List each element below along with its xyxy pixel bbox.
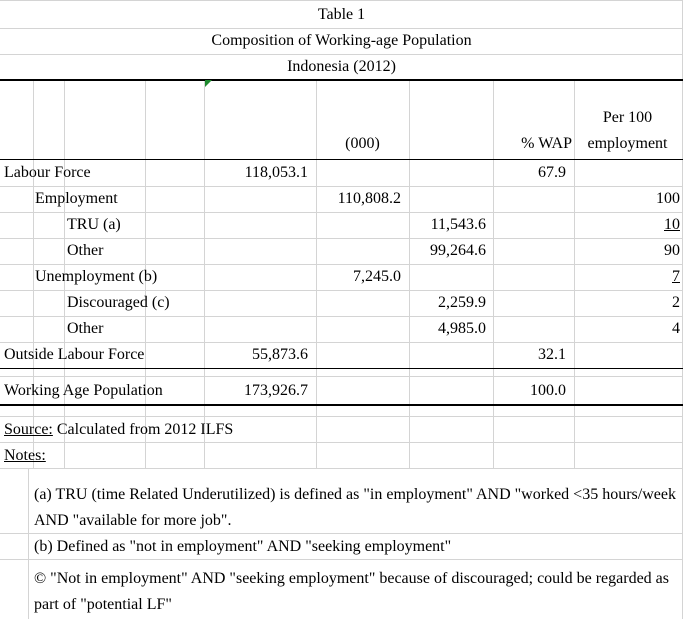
row-label-other-unemployment: Other (67, 320, 104, 337)
col-header-unit: (000) (345, 135, 380, 152)
discouraged-value: 2,259.9 (438, 294, 486, 311)
unemployment-value: 7,245.0 (353, 268, 401, 285)
discouraged-per100: 2 (672, 294, 680, 311)
labour-force-value: 118,053.1 (244, 164, 308, 181)
col-header-per100-line1: Per 100 (602, 109, 653, 126)
outside-labour-force-value: 55,873.6 (252, 346, 308, 363)
other-unemployment-value: 4,985.0 (438, 320, 486, 337)
row-label-working-age-population: Working Age Population (4, 382, 163, 399)
tru-per100: 10 (664, 216, 680, 233)
source-label: Source: (4, 421, 53, 438)
row-label-labour-force: Labour Force (4, 164, 91, 181)
table-subtitle: Composition of Working-age Population (211, 32, 472, 49)
note-c: © "Not in employment" AND "seeking employment" because of discouraged; could be regarded as part of "potential LF" (34, 570, 669, 613)
tru-value: 11,543.6 (430, 216, 486, 233)
unemployment-per100: 7 (672, 268, 680, 285)
working-age-population-value: 173,926.7 (244, 382, 308, 399)
row-label-outside-labour-force: Outside Labour Force (4, 346, 145, 363)
row-label-tru: TRU (a) (67, 216, 121, 233)
working-age-population-wap: 100.0 (530, 382, 566, 399)
other-employment-value: 99,264.6 (430, 242, 486, 259)
labour-force-wap: 67.9 (538, 164, 566, 181)
outside-labour-force-wap: 32.1 (538, 346, 566, 363)
table-title: Table 1 (317, 6, 366, 23)
col-header-per100-line2: employment (587, 135, 668, 152)
employment-per100: 100 (656, 190, 680, 207)
row-label-other-employment: Other (67, 242, 104, 259)
note-a: (a) TRU (time Related Underutilized) is defined as "in employment" AND "worked <35 hours/week AND "available for more job". (34, 486, 676, 529)
note-b: (b) Defined as "not in employment" AND "seeking employment" (34, 538, 452, 555)
row-label-unemployment: Unemployment (b) (35, 268, 158, 285)
cell-comment-marker (205, 80, 212, 87)
source-text: Calculated from 2012 ILFS (56, 421, 234, 438)
col-header-wap: % WAP (521, 135, 572, 152)
other-unemployment-per100: 4 (672, 320, 680, 337)
source-line (4, 420, 233, 440)
row-label-employment: Employment (35, 190, 118, 207)
table-region: Indonesia (2012) (287, 58, 396, 75)
other-employment-per100: 90 (664, 242, 680, 259)
employment-value: 110,808.2 (337, 190, 401, 207)
notes-label: Notes: (4, 447, 46, 464)
row-label-discouraged: Discouraged (c) (67, 294, 170, 311)
